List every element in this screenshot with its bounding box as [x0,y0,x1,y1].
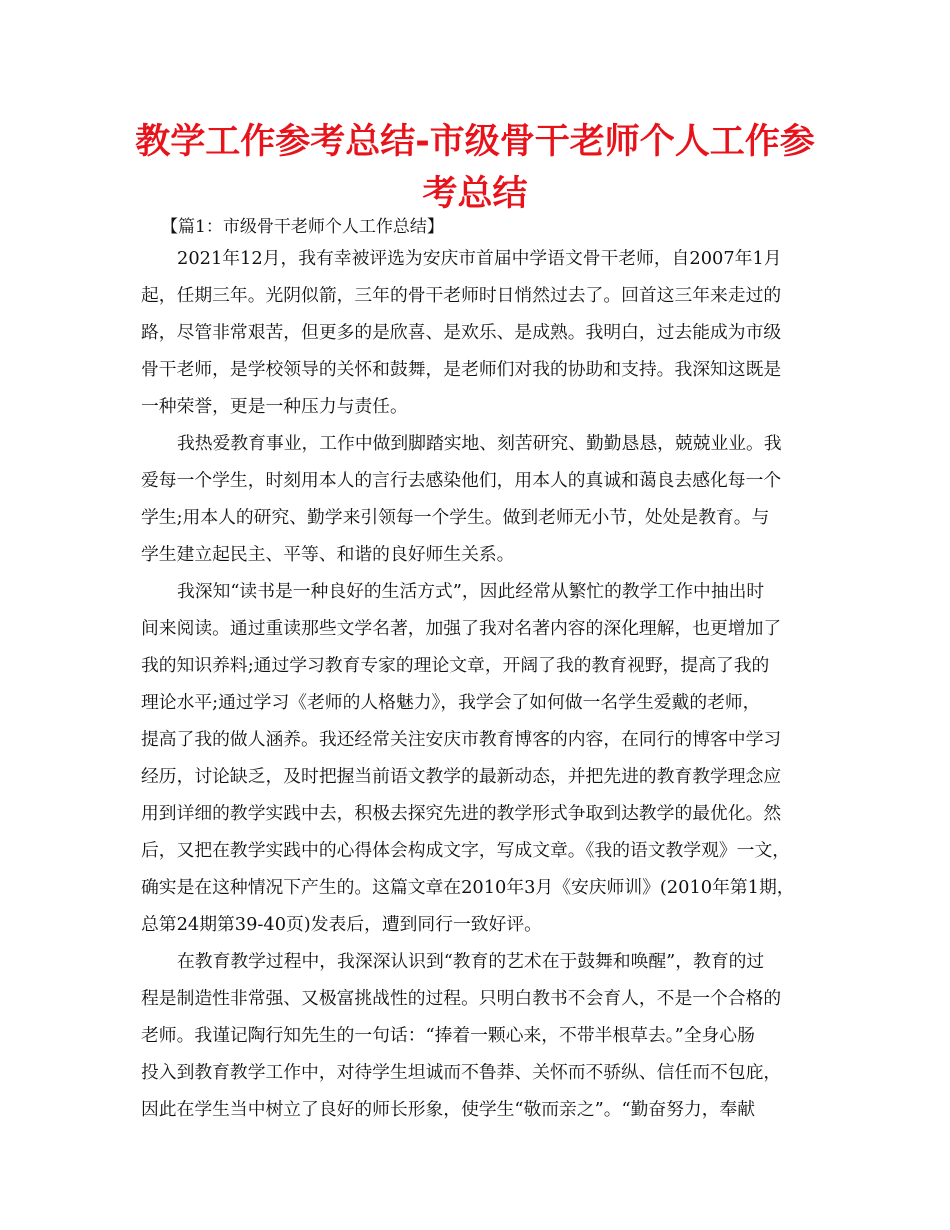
text-line: 骨干老师，是学校领导的关怀和鼓舞，是老师们对我的协助和支持。我深知这既是 [141,359,782,380]
text-line: 投入到教育教学工作中，对待学生坦诚而不鲁莽、关怀而不骄纵、信任而不包庇， [141,1062,782,1083]
section-heading: 【篇1：市级骨干老师个人工作总结】 [161,217,444,237]
text-line: 间来阅读。通过重读那些文学名著，加强了我对名著内容的深化理解，也更增加了 [141,618,782,639]
text-line: 起，任期三年。光阴似箭，三年的骨干老师时日悄然过去了。回首这三年来走过的 [141,285,782,306]
text-line: 后，又把在教学实践中的心得体会构成文字，写成文章。《我的语文教学观》一文， [141,840,791,861]
document-title: 教学工作参考总结-市级骨干老师个人工作参考总结 [135,122,815,214]
text-line: 学生建立起民主、平等、和谐的良好师生关系。 [141,544,515,565]
text-line: 我深知“读书是一种良好的生活方式”，因此经常从繁忙的教学工作中抽出时 [177,581,765,602]
text-line: 2021年12月，我有幸被评选为安庆市首届中学语文骨干老师，自2007年1月 [177,248,782,269]
text-line: 程是制造性非常强、又极富挑战性的过程。只明白教书不会育人，不是一个合格的 [141,988,782,1009]
text-line: 确实是在这种情况下产生的。这篇文章在2010年3月《安庆师训》(2010年第1期， [141,877,795,898]
text-line: 在教育教学过程中，我深深认识到“教育的艺术在于鼓舞和唤醒”，教育的过 [177,951,765,972]
text-line: 理论水平;通过学习《老师的人格魅力》，我学会了如何做一名学生爱戴的老师， [141,692,761,713]
text-line: 一种荣誉，更是一种压力与责任。 [141,396,408,417]
text-line: 爱每一个学生，时刻用本人的言行去感染他们，用本人的真诚和蔼良去感化每一个 [141,470,782,491]
text-line: 老师。我谨记陶行知先生的一句话：“捧着一颗心来，不带半根草去。”全身心肠 [141,1025,755,1046]
text-line: 我的知识养料;通过学习教育专家的理论文章，开阔了我的教育视野，提高了我的 [141,655,770,676]
text-line: 用到详细的教学实践中去，积极去探究先进的教学形式争取到达教学的最优化。然 [141,803,782,824]
text-line: 我热爱教育事业，工作中做到脚踏实地、刻苦研究、勤勤恳恳，兢兢业业。我 [177,433,782,454]
text-line: 经历，讨论缺乏，及时把握当前语文教学的最新动态，并把先进的教育教学理念应 [141,766,782,787]
text-line: 学生;用本人的研究、勤学来引领每一个学生。做到老师无小节，处处是教育。与 [141,507,770,528]
text-line: 因此在学生当中树立了良好的师长形象，使学生“敬而亲之”。“勤奋努力，奉献 [141,1099,756,1120]
text-line: 路，尽管非常艰苦，但更多的是欣喜、是欢乐、是成熟。我明白，过去能成为市级 [141,322,782,343]
text-line: 总第24期第39-40页)发表后，遭到同行一致好评。 [141,914,542,935]
text-line: 提高了我的做人涵养。我还经常关注安庆市教育博客的内容，在同行的博客中学习 [141,729,782,750]
